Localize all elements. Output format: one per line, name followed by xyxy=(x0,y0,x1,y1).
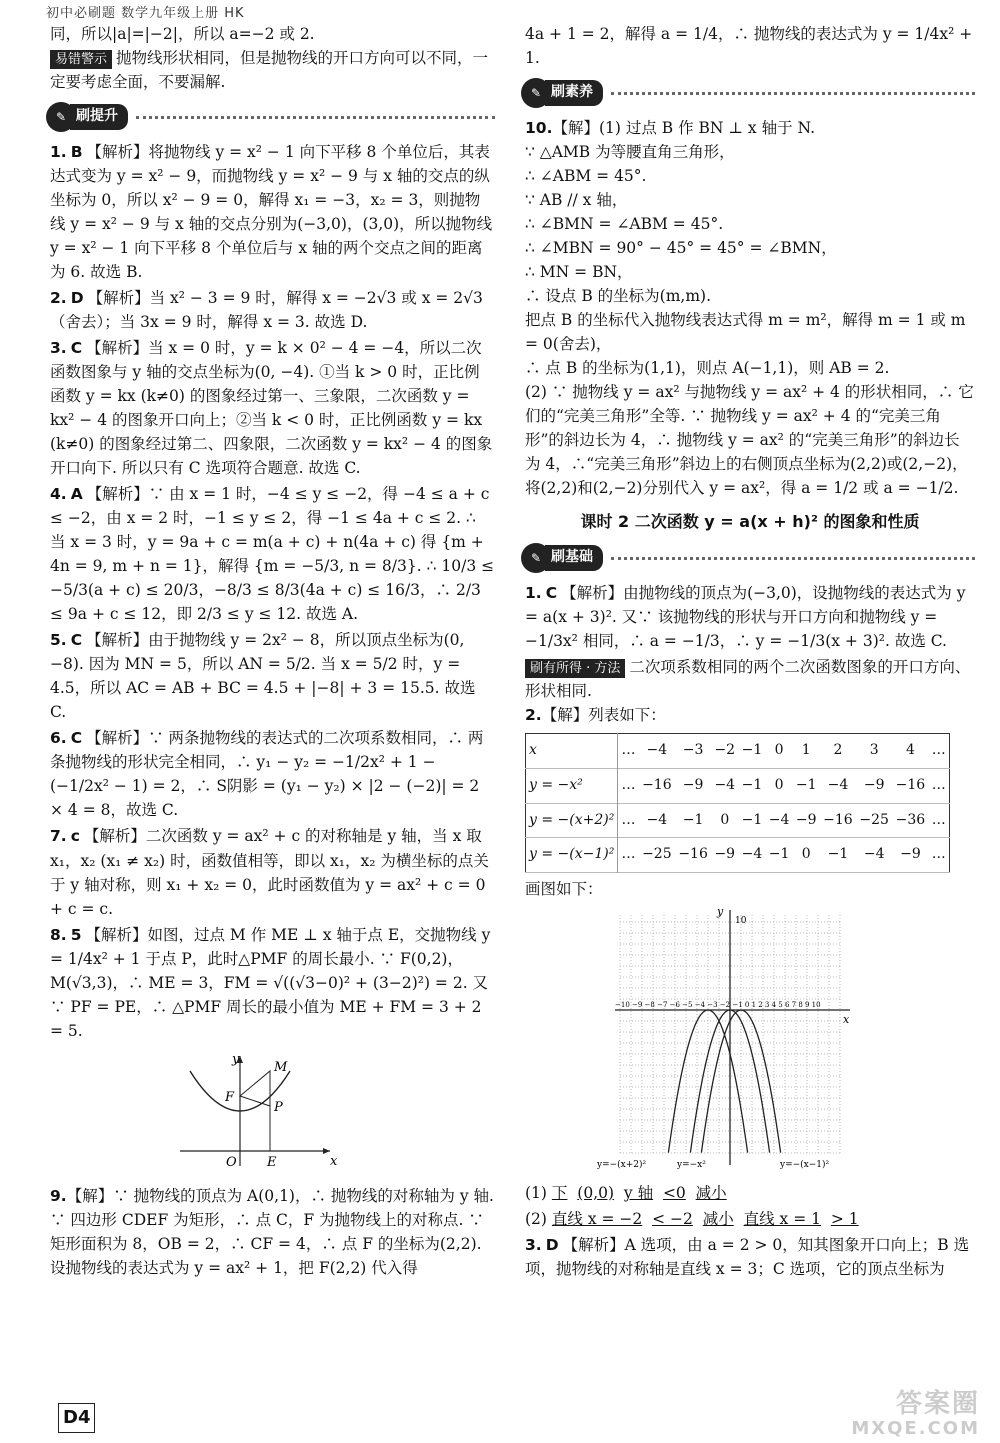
table-cell: −4 xyxy=(714,776,736,793)
table-cell: … xyxy=(621,742,636,759)
answer-item xyxy=(50,336,495,480)
item-line: ∴ 点 B 的坐标为(1,1)，则点 A(−1,1)，则 AB = 2. xyxy=(525,359,890,378)
section-banner-tisheng xyxy=(46,102,495,132)
answer-list xyxy=(50,140,495,1043)
table-cell: −2 xyxy=(714,742,736,759)
item-answer: C xyxy=(70,631,83,650)
result-line-2: (2) 直线 x = −2 < −2 减小 直线 x = 1 > 1 xyxy=(525,1209,859,1228)
table-cell: −9 xyxy=(795,811,817,828)
table-cell: −4 xyxy=(741,846,763,863)
item-text: 【解析】二次函数 y = ax² + c 的对称轴是 y 轴，当 x 取 x₁，x₂ (x₁ ≠ x₂) 时，函数值相等，即以 x₁，x₂ 为横坐标的点关于 y 轴对称，则 x₁ + x₂ = 0，此时函数值为 y = ax² + c = 0 + c = c. xyxy=(50,827,489,918)
section-label: 刷基础 xyxy=(545,545,603,571)
method-text: 二次项系数相同的两个二次函数图象的开口方向、形状相同. xyxy=(525,658,971,701)
table-cell: −9 xyxy=(682,776,704,793)
table-cell: −16 xyxy=(823,811,853,828)
result-lines xyxy=(525,1181,975,1231)
row-header: x xyxy=(526,734,618,769)
table-cell: −1 xyxy=(827,846,849,863)
table-row xyxy=(526,768,950,803)
item-answer: B xyxy=(70,143,83,162)
label-p: P xyxy=(274,1099,283,1115)
item-text: 【解析】∵ 两条抛物线的表达式的二次项系数相同，∴ 两条抛物线的形状完全相同，∴ y₁ − y₂ = −1/2x² + 1 − (−1/2x² − 1) = 2，∴ S阴影 = (y₁ − y₂) × |2 − (−2)| = 2 × 4 = 8，故选 C. xyxy=(50,729,484,820)
item-text: 【解析】由抛物线的顶点为(−3,0)，设抛物线的表达式为 y = a(x + 3)². 又∵ 该抛物线的形状与开口方向和抛物线 y = −1/3x² 相同，∴ a = −1/3，∴ y = −1/3(x + 3)². 故选 C. xyxy=(525,584,966,651)
item-line: ∵ AB // x 轴， xyxy=(525,191,628,210)
values-table xyxy=(525,733,950,873)
answer-item xyxy=(525,1233,975,1281)
item-line: 【解】(1) 过点 B 作 BN ⊥ x 轴于 N. xyxy=(552,119,816,138)
table-cell: −4 xyxy=(646,811,668,828)
right-column xyxy=(525,22,975,1283)
dotted-divider xyxy=(611,557,975,560)
table-cell: … xyxy=(621,776,636,793)
draw-text: 画图如下： xyxy=(525,879,603,898)
table-cell: 0 xyxy=(774,776,784,793)
warning-text: 抛物线形状相同，但是抛物线的开口方向可以不同，一定要考虑全面，不要漏解. xyxy=(50,49,489,92)
label-y: y xyxy=(717,904,724,918)
item-number: 2. xyxy=(50,289,67,308)
item-answer: C xyxy=(70,339,83,358)
section-banner-suyang xyxy=(521,78,975,108)
table-cell: −4 xyxy=(863,846,885,863)
item-line: ∴ ∠MBN = 90° − 45° = 45° = ∠BMN， xyxy=(525,239,837,258)
row-header: y = −(x+2)² xyxy=(526,803,618,838)
table-row xyxy=(526,734,950,769)
answer-item xyxy=(525,581,975,653)
label-f: F xyxy=(225,1089,235,1105)
graph-svg xyxy=(597,904,855,1170)
method-block xyxy=(525,655,975,703)
row-header: y = −(x−1)² xyxy=(526,838,618,873)
item-number: 5. xyxy=(50,631,67,650)
dotted-divider xyxy=(611,92,975,95)
watermark-logo: 答案圈 MXQE.COM xyxy=(851,1389,980,1439)
item-line: ∴ MN = BN， xyxy=(525,263,633,282)
table-row xyxy=(526,803,950,838)
table-cell: −3 xyxy=(682,742,704,759)
label-y10: 10 xyxy=(735,915,747,926)
label-m: M xyxy=(274,1059,288,1075)
warning-tag: 易错警示 xyxy=(50,50,112,69)
table-cell: 4 xyxy=(905,742,915,759)
item-number: 1. xyxy=(525,584,542,603)
table-cell: −1 xyxy=(682,811,704,828)
section-label: 刷提升 xyxy=(70,104,128,130)
label-x: x xyxy=(843,1012,850,1026)
lesson-title: 课时 2 二次函数 y = a(x + h)² 的图象和性质 xyxy=(580,512,920,532)
item-text: 【解析】当 x² − 3 = 9 时，解得 x = −2√3 或 x = 2√3（舍去）；当 3x = 9 时，解得 x = 3. 故选 D. xyxy=(50,289,483,332)
item-text: 【解析】将抛物线 y = x² − 1 向下平移 8 个单位后，其表达式变为 y = x² − 9，而抛物线 y = x² − 9 与 x 轴的交点的纵坐标为 0，所以 x² − 9 = 0，解得 x₁ = −3，x₂ = 3，则抛物线 y = x² − 9 与 x 轴的交点分别为(−3,0)，(3,0)，所以抛物线 y = x² − 1 向下平移 8 个单位后与 x 轴的两个交点之间的距离为 6. 故选 B. xyxy=(50,143,493,282)
table-cell: −16 xyxy=(642,776,672,793)
label-e: E xyxy=(267,1154,277,1170)
label-x: x xyxy=(330,1153,338,1169)
item-line: ∴ 设点 B 的坐标为(m,m). xyxy=(525,287,712,306)
answer-item xyxy=(50,923,495,1043)
item-number: 1. xyxy=(50,143,67,162)
item-answer: D xyxy=(70,289,84,308)
warning-block xyxy=(50,46,495,94)
item-text: 【解析】由于抛物线 y = 2x² − 8，所以顶点坐标为(0, −8). 因为 MN = 5，所以 AN = 5/2. 当 x = 5/2 时，y = 4.5，所以 AC = AB + BC = 4.5 + |−8| + 3 = 15.5. 故选 C. xyxy=(50,631,476,722)
table-cell: 0 xyxy=(774,742,784,759)
table-cell: … xyxy=(931,742,946,759)
table-cell: … xyxy=(931,846,946,863)
item-text: 【解析】如图，过点 M 作 ME ⊥ x 轴于点 E，交抛物线 y = 1/4x² + 1 于点 P，此时△PMF 的周长最小. ∵ F(0,2)，M(√3,3)，∴ ME = 3，FM = √((√3−0)² + (3−2)²) = 2. 又∵ PF = PE，∴ △PMF 周长的最小值为 ME + FM = 3 + 2 = 5. xyxy=(50,925,491,1040)
section-label: 刷素养 xyxy=(545,80,603,106)
table-cell: −1 xyxy=(795,776,817,793)
answer-item xyxy=(50,286,495,334)
answer-item xyxy=(50,140,495,284)
item-answer: 5 xyxy=(70,925,82,944)
section-banner-jichu xyxy=(521,543,975,573)
table-cell: −9 xyxy=(900,846,921,863)
item-text: 【解析】A 选项，由 a = 2 > 0，知其图象开口向上；B 选项，抛物线的对称轴是直线 x = 3；C 选项，它的顶点坐标为 xyxy=(525,1235,970,1278)
item-answer: C xyxy=(545,584,558,603)
item-text: 【解析】∵ 由 x = 1 时，−4 ≤ y ≤ −2，得 −4 ≤ a + c ≤ −2，由 x = 2 时，−1 ≤ y ≤ 2，得 −1 ≤ 4a + c ≤ 2. ∴ 当 x = 3 时，y = 9a + c = m(a + c) + n(4a + c) 得 {m + 4n = 9, m + n = 1}，解得 {m = −5/3, n = 8/3}. ∴ 10/3 ≤ −5/3(a + c) ≤ 20/3，−8/3 ≤ 8/3(4a + c) ≤ 16/3，∴ 2/3 ≤ 9a + c ≤ 12，即 2/3 ≤ y ≤ 12. 故选 A. xyxy=(50,485,495,624)
table-cell: 1 xyxy=(801,742,811,759)
table-row xyxy=(526,838,950,873)
table-cell: 0 xyxy=(801,846,811,863)
page-number: D4 xyxy=(58,1403,95,1433)
item-number: 10. xyxy=(525,119,553,138)
item-number: 4. xyxy=(50,485,67,504)
item-answer: C xyxy=(70,729,83,748)
parabola-figure-svg xyxy=(170,1051,340,1171)
result-line-1: (1) 下 (0,0) y 轴 <0 减小 xyxy=(525,1183,727,1202)
table-cell: −16 xyxy=(895,776,926,793)
item-line: (2) ∵ 抛物线 y = ax² 与抛物线 y = ax² + 4 的形状相同，∴ 它们的“完美三角形”全等. ∵ 抛物线 y = ax² + 4 的“完美三角形”的斜边长为 4，∴ 抛物线 y = ax² 的“完美三角形”的斜边长为 4，∴“完美三角形”斜边上的右侧顶点坐标为(2,2)或(2,−2)，将(2,2)和(2,−2)分别代入 y = ax²，得 a = 1/2 或 a = −1/2. xyxy=(525,383,974,498)
answer-item-9 xyxy=(50,1184,495,1280)
label-o: O xyxy=(226,1154,237,1170)
table-cell: −1 xyxy=(768,846,790,863)
item-text: 【解】列表如下： xyxy=(541,706,666,725)
table-cell: −9 xyxy=(714,846,736,863)
answer-item xyxy=(50,482,495,626)
answer-item xyxy=(50,824,495,920)
item-text: 【解析】当 x = 0 时，y = k × 0² − 4 = −4，所以二次函数图象与 y 轴的交点坐标为(0, −4). ①当 k > 0 时，正比例函数 y = kx (k≠0) 的图象经过第一、三象限，二次函数 y = kx² − 4 的图象开口向上；②当 k < 0 时，正比例函数 y = kx (k≠0) 的图象经过第二、四象限，二次函数 y = kx² − 4 的图象开口向下. 所以只有 C 选项符合题意. 故选 C. xyxy=(50,339,493,478)
table-cell: −9 xyxy=(863,776,885,793)
answer-item-10 xyxy=(525,116,975,500)
dotted-divider xyxy=(136,116,495,119)
graph-figure xyxy=(597,904,975,1177)
brush-icon: ✎ xyxy=(521,78,551,108)
table-cell: 2 xyxy=(833,742,843,759)
table-cell: 0 xyxy=(720,811,730,828)
brush-icon: ✎ xyxy=(46,102,76,132)
item-line: ∴ ∠ABM = 45°. xyxy=(525,167,647,186)
intro-line: 同，所以|a|=|−2|，所以 a=−2 或 2. xyxy=(50,25,315,43)
table-cell: −36 xyxy=(895,811,926,828)
table-cell: −4 xyxy=(768,811,790,828)
table-cell: 3 xyxy=(869,742,879,759)
label-curve1: y=−(x+2)² xyxy=(597,1159,647,1170)
table-cell: −16 xyxy=(678,846,708,863)
page-header: 初中必刷题 数学九年级上册 HK xyxy=(46,6,245,21)
table-cell: −25 xyxy=(859,811,889,828)
table-cell: … xyxy=(931,811,946,828)
brush-icon: ✎ xyxy=(521,543,551,573)
table-cell: −1 xyxy=(741,776,763,793)
left-column xyxy=(50,22,495,1282)
label-y: y xyxy=(232,1051,240,1067)
item-number: 9. xyxy=(50,1186,67,1205)
table-cell: −4 xyxy=(646,742,668,759)
item-number: 8. xyxy=(50,925,67,944)
item-line: ∴ ∠BMN = ∠ABM = 45°. xyxy=(525,215,724,234)
continued-line: 4a + 1 = 2，解得 a = 1/4，∴ 抛物线的表达式为 y = 1/4x² + 1. xyxy=(525,25,973,68)
item-answer: D xyxy=(545,1235,559,1254)
method-tag: 刷有所得 · 方法 xyxy=(525,659,625,678)
item-number: 3. xyxy=(50,339,67,358)
table-cell: −4 xyxy=(827,776,849,793)
x-tick-labels: −10 −9 −8 −7 −6 −5 −4 −3 −2 −1 0 1 2 3 4 5 6 7 8 9 10 xyxy=(615,1000,821,1009)
answer-item xyxy=(50,726,495,822)
item-answer: A xyxy=(70,485,83,504)
table-cell: … xyxy=(621,811,636,828)
item-number: 6. xyxy=(50,729,67,748)
row-header: y = −x² xyxy=(526,768,618,803)
table-cell: … xyxy=(621,846,636,863)
item-line: ∵ △AMB 为等腰直角三角形， xyxy=(525,143,735,162)
item-number: 3. xyxy=(525,1235,542,1254)
label-curve2: y=−x² xyxy=(677,1159,706,1170)
item-text: 【解】∵ 抛物线的顶点为 A(0,1)，∴ 抛物线的对称轴为 y 轴. ∵ 四边形 CDEF 为矩形，∴ 点 C，F 为抛物线上的对称点. ∵ 矩形面积为 8，OB = 2，∴ CF = 4，∴ 点 F 的坐标为(2,2). 设抛物线的表达式为 y = ax² + 1，把 F(2,2) 代入得 xyxy=(50,1186,494,1277)
table-cell: −1 xyxy=(741,811,763,828)
table-cell: −1 xyxy=(741,742,763,759)
table-cell: −25 xyxy=(642,846,672,863)
item-line: 把点 B 的坐标代入抛物线表达式得 m = m²，解得 m = 1 或 m = 0(舍去)， xyxy=(525,311,966,354)
label-curve3: y=−(x−1)² xyxy=(780,1159,830,1170)
item-number: 7. xyxy=(50,827,67,846)
item-answer: c xyxy=(70,827,80,846)
answer-item xyxy=(525,703,975,727)
parabola-figure xyxy=(170,1051,495,1178)
answer-item xyxy=(50,628,495,724)
table-cell: … xyxy=(931,776,946,793)
item-number: 2. xyxy=(525,706,542,725)
x-axis-arrow xyxy=(323,1148,330,1154)
